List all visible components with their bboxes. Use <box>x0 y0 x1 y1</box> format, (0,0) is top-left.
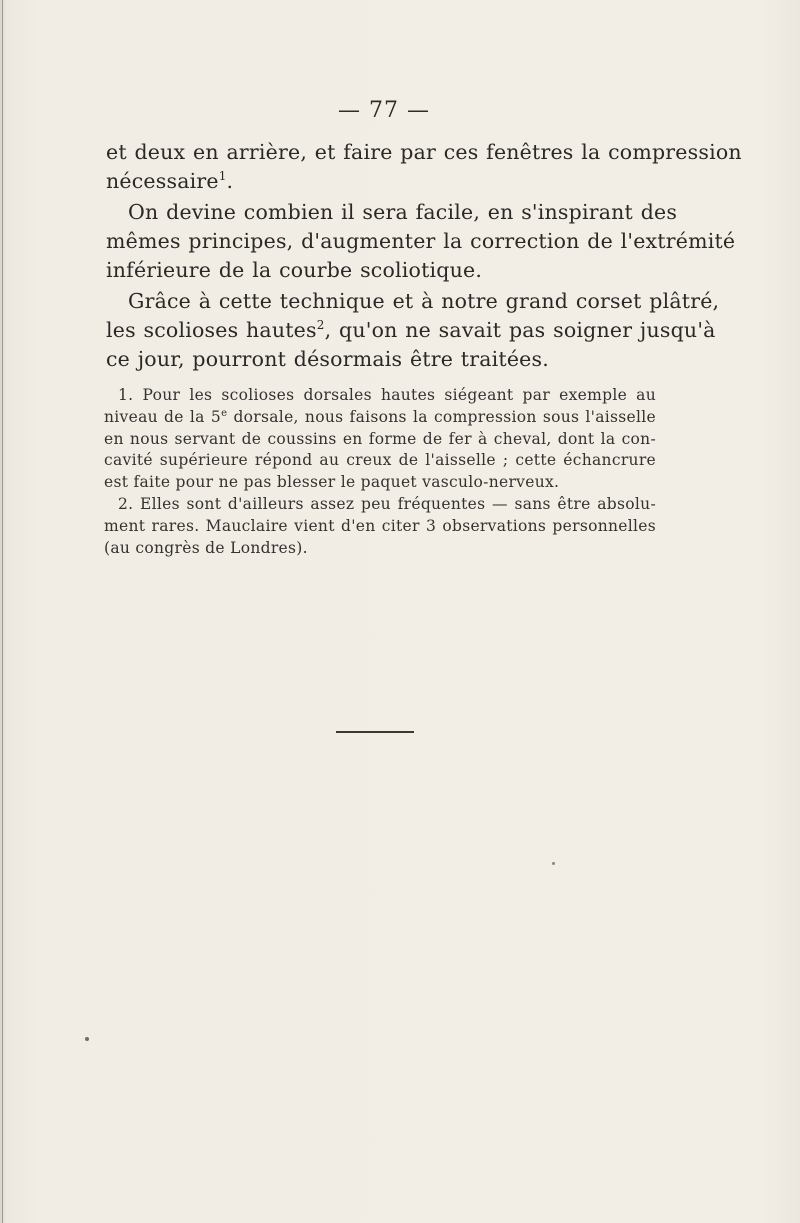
text-line: Grâce à cette technique et à notre grand corset plâtré, <box>128 289 720 313</box>
text-line: et deux en arrière, et faire par ces fenêtres la compression <box>106 140 742 164</box>
text-line: ce jour, pourront désormais être traitées. <box>106 347 549 371</box>
page-number: — 77 — <box>338 98 430 123</box>
footnote-2 <box>104 494 656 559</box>
text-line: inférieure de la courbe scoliotique. <box>106 258 483 282</box>
text-fragment: les scolioses hautes <box>106 318 317 342</box>
footnote-line: en nous servant de coussins en forme de fer à cheval, dont la con- <box>104 429 656 448</box>
text-line: On devine combien il sera facile, en s'inspirant des <box>128 200 678 224</box>
footnote-ref-2: 2 <box>316 318 325 332</box>
paragraph-1 <box>106 138 742 196</box>
text-fragment: . <box>226 169 234 193</box>
footnote-line: ment rares. Mauclaire vient d'en citer 3 observations personnelles <box>104 516 656 535</box>
body-text <box>106 138 742 376</box>
page-edge <box>2 0 3 1223</box>
superscript: e <box>221 407 228 419</box>
paragraph-3 <box>106 287 720 374</box>
footnote-line <box>104 407 656 429</box>
text-line <box>106 167 666 196</box>
footnote-1 <box>104 385 656 494</box>
footnotes <box>104 385 656 559</box>
footnote-line: cavité supérieure répond au creux de l'aisselle ; cette échancrure <box>104 451 656 470</box>
text-fragment: niveau de la 5 <box>104 407 222 426</box>
footnote-line: (au congrès de Londres). <box>104 538 308 557</box>
text-fragment: dorsale, nous faisons la compression sous l'aisselle <box>227 407 656 426</box>
ink-speck <box>552 862 555 865</box>
footnote-line: est faite pour ne pas blesser le paquet vasculo-nerveux. <box>104 473 560 492</box>
ink-speck <box>85 1037 89 1041</box>
paragraph-2 <box>106 198 736 285</box>
footnote-line: 1. Pour les scolioses dorsales hautes siégeant par exemple au <box>118 386 656 404</box>
text-line: mêmes principes, d'augmenter la correction de l'extrémité <box>106 229 736 253</box>
text-fragment: nécessaire <box>106 169 219 193</box>
footnote-ref-1: 1 <box>218 169 227 183</box>
end-rule <box>336 731 414 733</box>
text-fragment: , qu'on ne savait pas soigner jusqu'à <box>324 318 716 342</box>
footnote-line: 2. Elles sont d'ailleurs assez peu fréquentes — sans être absolu- <box>118 494 656 513</box>
text-line <box>106 316 716 345</box>
